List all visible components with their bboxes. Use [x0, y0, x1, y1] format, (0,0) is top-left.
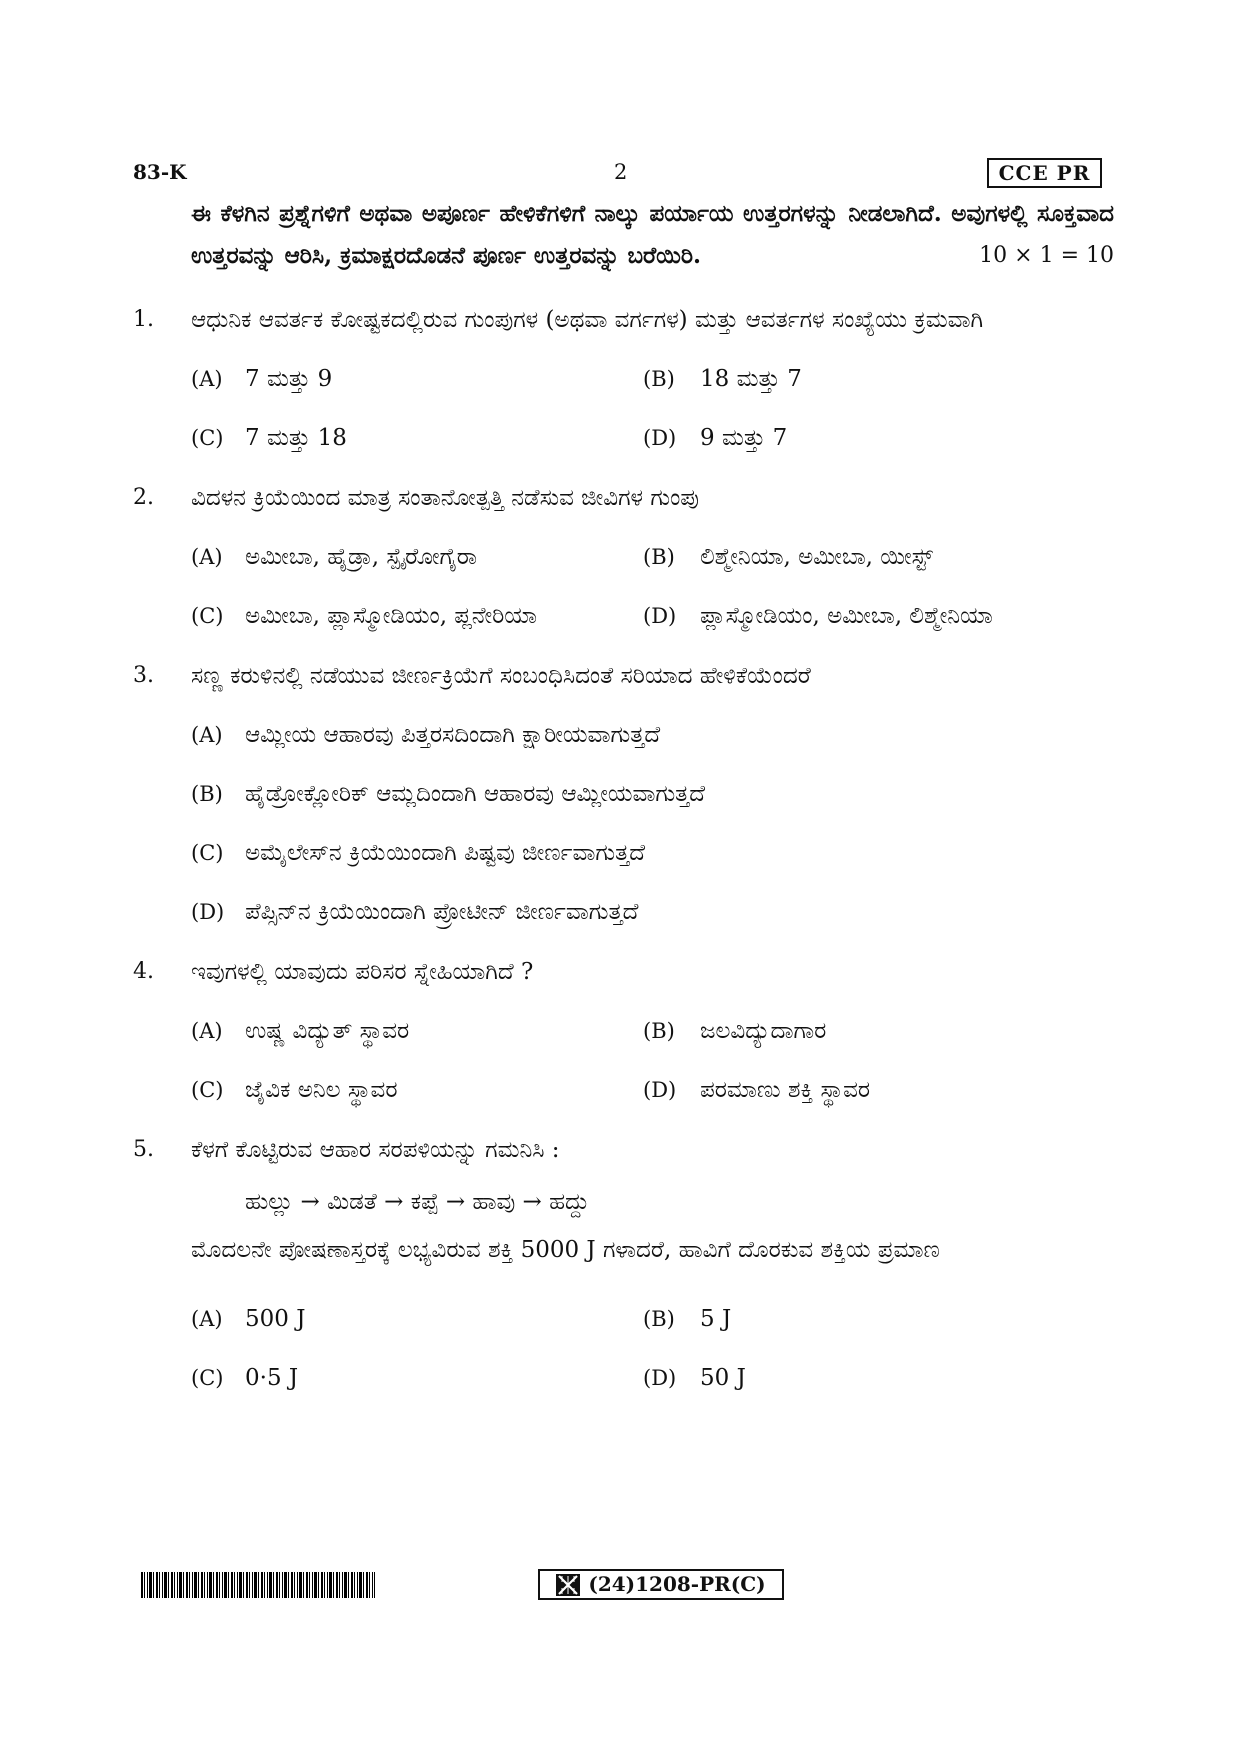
barcode [141, 1572, 375, 1598]
option-b [643, 1011, 1095, 1051]
option-b [643, 537, 1095, 577]
option-label: (D) [643, 1366, 677, 1390]
option-text: 500 J [245, 1306, 306, 1332]
marks-allocation: 10 × 1 = 10 [979, 243, 1114, 268]
instructions-text: ಈ ಕೆಳಗಿನ ಪ್ರಶ್ನೆಗಳಿಗೆ ಅಥವಾ ಅಪೂರ್ಣ ಹೇಳಿಕೆಗಳಿಗೆ ನಾಲ್ಕು ಪರ್ಯಾಯ ಉತ್ತರಗಳನ್ನು ನೀಡಲಾಗಿದೆ. ಅವುಗಳಲ್ಲಿ ಸೂಕ್ತವಾದ ಉತ್ತರವನ್ನು ಆರಿಸಿ, ಕ್ರಮಾಕ್ಷರದೊಡನೆ ಪೂರ್ಣ ಉತ್ತರವನ್ನು ಬರೆಯಿರಿ. [191, 200, 1114, 269]
option-text: 50 J [700, 1365, 746, 1391]
question-4 [133, 952, 1114, 992]
question-3 [133, 656, 1114, 696]
option-text: ಜಲವಿದ್ಯುದಾಗಾರ [700, 1018, 827, 1044]
option-label: (B) [643, 1019, 675, 1043]
option-text: 7 ಮತ್ತು 9 [245, 366, 333, 392]
options-row [191, 537, 1114, 577]
option-c [191, 596, 643, 636]
option-label: (A) [191, 545, 223, 569]
instructions [191, 193, 1114, 277]
option-d [643, 1070, 1095, 1110]
option-text: ಉಷ್ಣ ವಿದ್ಯುತ್ ಸ್ಥಾವರ [245, 1018, 410, 1044]
options-row [191, 1358, 1114, 1398]
question-text: ಆಧುನಿಕ ಆವರ್ತಕ ಕೋಷ್ಟಕದಲ್ಲಿರುವ ಗುಂಪುಗಳ (ಅಥವಾ ವರ್ಗಗಳ) ಮತ್ತು ಆವರ್ತಗಳ ಸಂಖ್ಯೆಯು ಕ್ರಮವಾಗಿ [191, 307, 984, 333]
option-text: ಅಮೀಬಾ, ಪ್ಲಾಸ್ಮೋಡಿಯಂ, ಪ್ಲನೇರಿಯಾ [245, 603, 538, 629]
question-5 [133, 1130, 1114, 1170]
option-d [191, 892, 1114, 932]
options-row [191, 596, 1114, 636]
question-number: 3. [133, 663, 154, 688]
option-text: 9 ಮತ್ತು 7 [700, 425, 788, 451]
option-text: 18 ಮತ್ತು 7 [700, 366, 802, 392]
option-c [191, 418, 643, 458]
question-text: ಇವುಗಳಲ್ಲಿ ಯಾವುದು ಪರಿಸರ ಸ್ನೇಹಿಯಾಗಿದೆ ? [191, 959, 534, 985]
option-a [191, 1011, 643, 1051]
option-label: (C) [191, 841, 224, 865]
option-label: (A) [191, 723, 223, 747]
options-row [191, 1299, 1114, 1339]
option-label: (A) [191, 367, 223, 391]
option-label: (D) [643, 604, 677, 628]
option-c [191, 1070, 643, 1110]
option-text: ಅಮೈಲೇಸ್‌ನ ಕ್ರಿಯೆಯಿಂದಾಗಿ ಪಿಷ್ಟವು ಜೀರ್ಣವಾಗುತ್ತದೆ [245, 840, 646, 866]
option-c [191, 833, 1114, 873]
option-a [191, 1299, 643, 1339]
option-d [643, 596, 1095, 636]
option-label: (A) [191, 1307, 223, 1331]
option-text: ಅಮೀಬಾ, ಹೈಡ್ರಾ, ಸ್ಪೈರೋಗೈರಾ [245, 544, 478, 570]
question-statement: ಮೊದಲನೇ ಪೋಷಣಾಸ್ತರಕ್ಕೆ ಲಭ್ಯವಿರುವ ಶಕ್ತಿ 5000 J ಗಳಾದರೆ, ಹಾವಿಗೆ ದೊರಕುವ ಶಕ್ತಿಯ ಪ್ರಮಾಣ [191, 1237, 940, 1263]
paper-code-box [538, 1569, 784, 1600]
subject-code: 83-K [133, 160, 187, 184]
question-number: 2. [133, 485, 154, 510]
option-text: 0·5 J [245, 1365, 299, 1391]
option-label: (B) [643, 1307, 675, 1331]
option-label: (C) [191, 426, 224, 450]
question-text: ವಿದಳನ ಕ್ರಿಯೆಯಿಂದ ಮಾತ್ರ ಸಂತಾನೋತ್ಪತ್ತಿ ನಡೆಸುವ ಜೀವಿಗಳ ಗುಂಪು [191, 485, 700, 511]
option-text: ಲಿಶ್ಮೇನಿಯಾ, ಅಮೀಬಾ, ಯೀಸ್ಟ್ [700, 544, 933, 570]
options-row [191, 418, 1114, 458]
option-label: (D) [191, 900, 225, 924]
options-row [191, 359, 1114, 399]
option-c [191, 1358, 643, 1398]
option-label: (B) [643, 545, 675, 569]
option-label: (D) [643, 1078, 677, 1102]
option-a [191, 537, 643, 577]
option-label: (C) [191, 1078, 224, 1102]
options-row [191, 715, 1114, 755]
paper-code: (24)1208-PR(C) [588, 1572, 766, 1596]
option-b [643, 359, 1095, 399]
question-number: 1. [133, 307, 154, 332]
option-b [643, 1299, 1095, 1339]
option-label: (B) [191, 782, 223, 806]
question-1 [133, 300, 1114, 340]
option-label: (A) [191, 1019, 223, 1043]
option-label: (D) [643, 426, 677, 450]
option-text: ಜೈವಿಕ ಅನಿಲ ಸ್ಥಾವರ [245, 1077, 398, 1103]
question-text: ಕೆಳಗೆ ಕೊಟ್ಟಿರುವ ಆಹಾರ ಸರಪಳಿಯನ್ನು ಗಮನಿಸಿ : [191, 1137, 560, 1163]
page-number: 2 [614, 160, 628, 184]
question-number: 5. [133, 1137, 154, 1162]
exam-badge: CCE PR [987, 158, 1102, 188]
option-text: 5 J [700, 1306, 732, 1332]
option-text: ಆಮ್ಲೀಯ ಆಹಾರವು ಪಿತ್ತರಸದಿಂದಾಗಿ ಕ್ಷಾರೀಯವಾಗುತ್ತದೆ [245, 722, 661, 748]
food-chain: ಹುಲ್ಲು → ಮಿಡತೆ → ಕಪ್ಪೆ → ಹಾವು → ಹದ್ದು [245, 1189, 590, 1215]
option-label: (C) [191, 1366, 224, 1390]
option-text: ಪೆಪ್ಸಿನ್‌ನ ಕ್ರಿಯೆಯಿಂದಾಗಿ ಪ್ರೋಟೀನ್ ಜೀರ್ಣವಾಗುತ್ತದೆ [245, 899, 639, 925]
option-label: (C) [191, 604, 224, 628]
option-a [191, 715, 1114, 755]
emblem-icon [556, 1574, 580, 1596]
question-text: ಸಣ್ಣ ಕರುಳಿನಲ್ಲಿ ನಡೆಯುವ ಜೀರ್ಣಕ್ರಿಯೆಗೆ ಸಂಬಂಧಿಸಿದಂತೆ ಸರಿಯಾದ ಹೇಳಿಕೆಯೆಂದರೆ [191, 663, 811, 689]
options-row [191, 1011, 1114, 1051]
question-number: 4. [133, 959, 154, 984]
options-row [191, 833, 1114, 873]
option-d [643, 1358, 1095, 1398]
option-label: (B) [643, 367, 675, 391]
option-text: ಹೈಡ್ರೋಕ್ಲೋರಿಕ್ ಆಮ್ಲದಿಂದಾಗಿ ಆಹಾರವು ಆಮ್ಲೀಯವಾಗುತ್ತದೆ [245, 781, 706, 807]
option-b [191, 774, 1114, 814]
question-2 [133, 478, 1114, 518]
option-a [191, 359, 643, 399]
option-d [643, 418, 1095, 458]
options-row [191, 1070, 1114, 1110]
option-text: ಪ್ಲಾಸ್ಮೋಡಿಯಂ, ಅಮೀಬಾ, ಲಿಶ್ಮೇನಿಯಾ [700, 603, 993, 629]
question-section [133, 193, 1114, 1398]
options-row [191, 892, 1114, 932]
option-text: ಪರಮಾಣು ಶಕ್ತಿ ಸ್ಥಾವರ [700, 1077, 871, 1103]
options-row [191, 774, 1114, 814]
option-text: 7 ಮತ್ತು 18 [245, 425, 347, 451]
